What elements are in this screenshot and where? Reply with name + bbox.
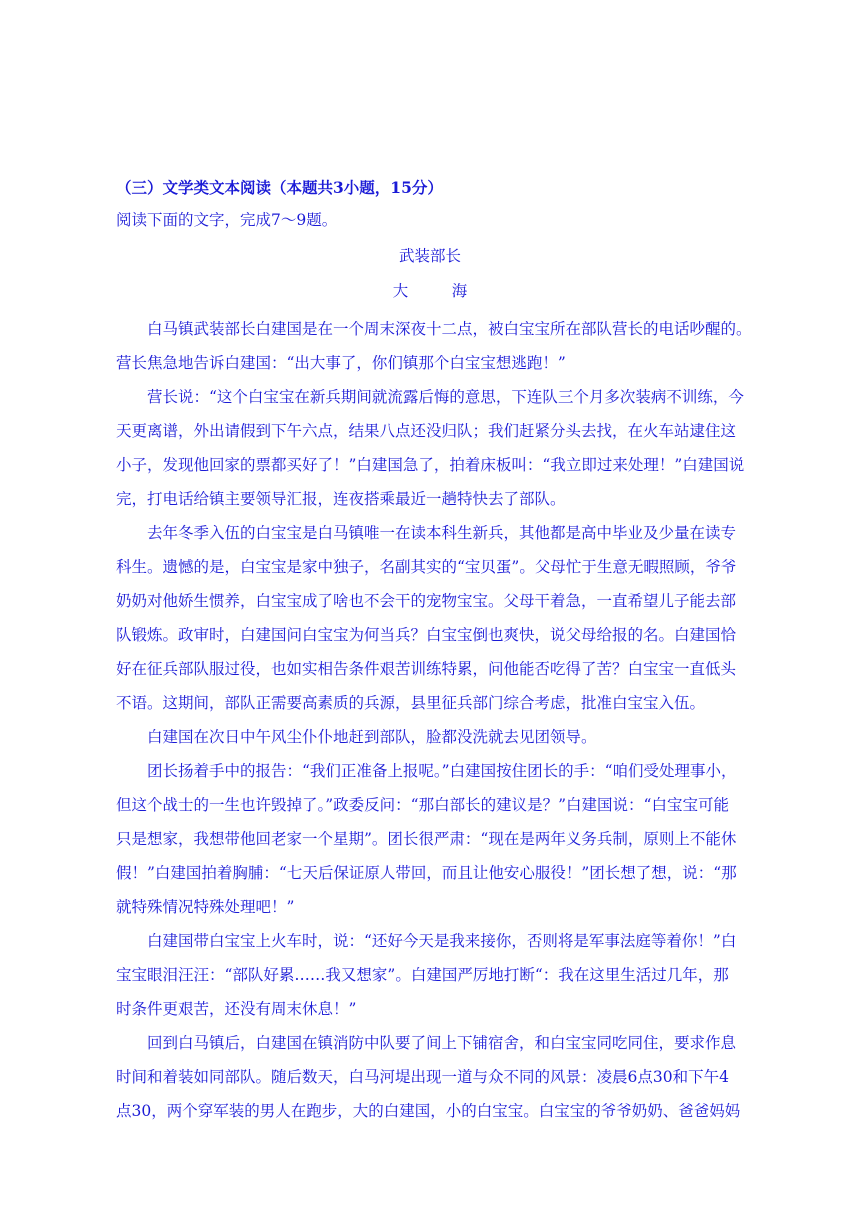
instruction-text: 阅读下面的文字，完成7～9题。	[116, 211, 338, 229]
paragraph	[116, 312, 766, 380]
paragraph-line: 但这个战士的一生也许毁掉了。”政委反问：“那白部长的建议是？”白建国说：“白宝宝可能	[116, 796, 729, 814]
paragraph-line: 宝宝眼泪汪汪：“部队好累……我又想家”。白建国严厉地打断“：我在这里生活过几年，那	[116, 966, 729, 984]
paragraph	[116, 380, 766, 516]
paragraph-line: 好在征兵部队服过役，也如实相告条件艰苦训练特累，问他能否吃得了苦？白宝宝一直低头	[116, 660, 737, 678]
paragraph-line: 时间和着装如同部队。随后数天，白马河堤出现一道与众不同的风景：凌晨6点30和下午4	[116, 1068, 729, 1086]
paragraph	[116, 516, 766, 720]
paragraph	[116, 924, 766, 1026]
paragraph-line: 去年冬季入伍的白宝宝是白马镇唯一在读本科生新兵，其他都是高中毕业及少量在读专	[147, 524, 737, 542]
story-title: 武装部长	[398, 247, 461, 265]
paragraph-line: 就特殊情况特殊处理吧！”	[116, 898, 295, 916]
paragraph-line: 点30，两个穿军装的男人在跑步，大的白建国，小的白宝宝。白宝宝的爷爷奶奶、爸爸妈妈	[116, 1102, 741, 1120]
paragraph-line: 白马镇武装部长白建国是在一个周末深夜十二点，被白宝宝所在部队营长的电话吵醒的。	[147, 320, 752, 338]
paragraph	[116, 1026, 766, 1128]
paragraph-line: 天更离谱，外出请假到下午六点，结果八点还没归队；我们赶紧分头去找，在火车站逮住这	[116, 422, 737, 440]
section-heading: （三）文学类文本阅读（本题共3小题，15分）	[116, 178, 443, 197]
paragraph	[116, 720, 766, 754]
paragraph-line: 奶奶对他娇生惯养，白宝宝成了啥也不会干的宠物宝宝。父母干着急，一直希望儿子能去部	[116, 592, 737, 610]
paragraph-line: 营长焦急地告诉白建国：“出大事了，你们镇那个白宝宝想逃跑！”	[116, 354, 566, 372]
paragraph-line: 队锻炼。政审时，白建国问白宝宝为何当兵？白宝宝倒也爽快，说父母给报的名。白建国恰	[116, 626, 737, 644]
paragraph-line: 白建国在次日中午风尘仆仆地赶到部队，脸都没洗就去见团领导。	[147, 728, 597, 746]
paragraph-line: 假！”白建国拍着胸脯：“七天后保证原人带回，而且让他安心服役！”团长想了想，说：“那	[116, 864, 737, 882]
paragraph-line: 只是想家，我想带他回老家一个星期”。团长很严肃：“现在是两年义务兵制，原则上不能休	[116, 830, 737, 848]
paragraph-line: 小子，发现他回家的票都买好了！”白建国急了，拍着床板叫：“我立即过来处理！”白建国说	[116, 456, 745, 474]
paragraph-line: 时条件更艰苦，还没有周末休息！”	[116, 1000, 357, 1018]
paragraph-line: 团长扬着手中的报告：“我们正准备上报呢。”白建国按住团长的手：“咱们受处理事小，	[147, 762, 737, 780]
paragraph-line: 不语。这期间，部队正需要高素质的兵源，县里征兵部门综合考虑，批准白宝宝入伍。	[116, 694, 706, 712]
paragraph-line: 营长说：“这个白宝宝在新兵期间就流露后悔的意思，下连队三个月多次装病不训练，今	[147, 388, 744, 406]
paragraph-line: 回到白马镇后，白建国在镇消防中队要了间上下铺宿舍，和白宝宝同吃同住，要求作息	[147, 1034, 737, 1052]
paragraph	[116, 754, 766, 924]
paragraph-line: 完，打电话给镇主要领导汇报，连夜搭乘最近一趟特快去了部队。	[116, 490, 566, 508]
paragraph-line: 白建国带白宝宝上火车时，说：“还好今天是我来接你，否则将是军事法庭等着你！”白	[147, 932, 737, 950]
story-author: 大 海	[392, 282, 482, 300]
paragraph-line: 科生。遗憾的是，白宝宝是家中独子，名副其实的“宝贝蛋”。父母忙于生意无暇照顾，爷爷	[116, 558, 737, 576]
